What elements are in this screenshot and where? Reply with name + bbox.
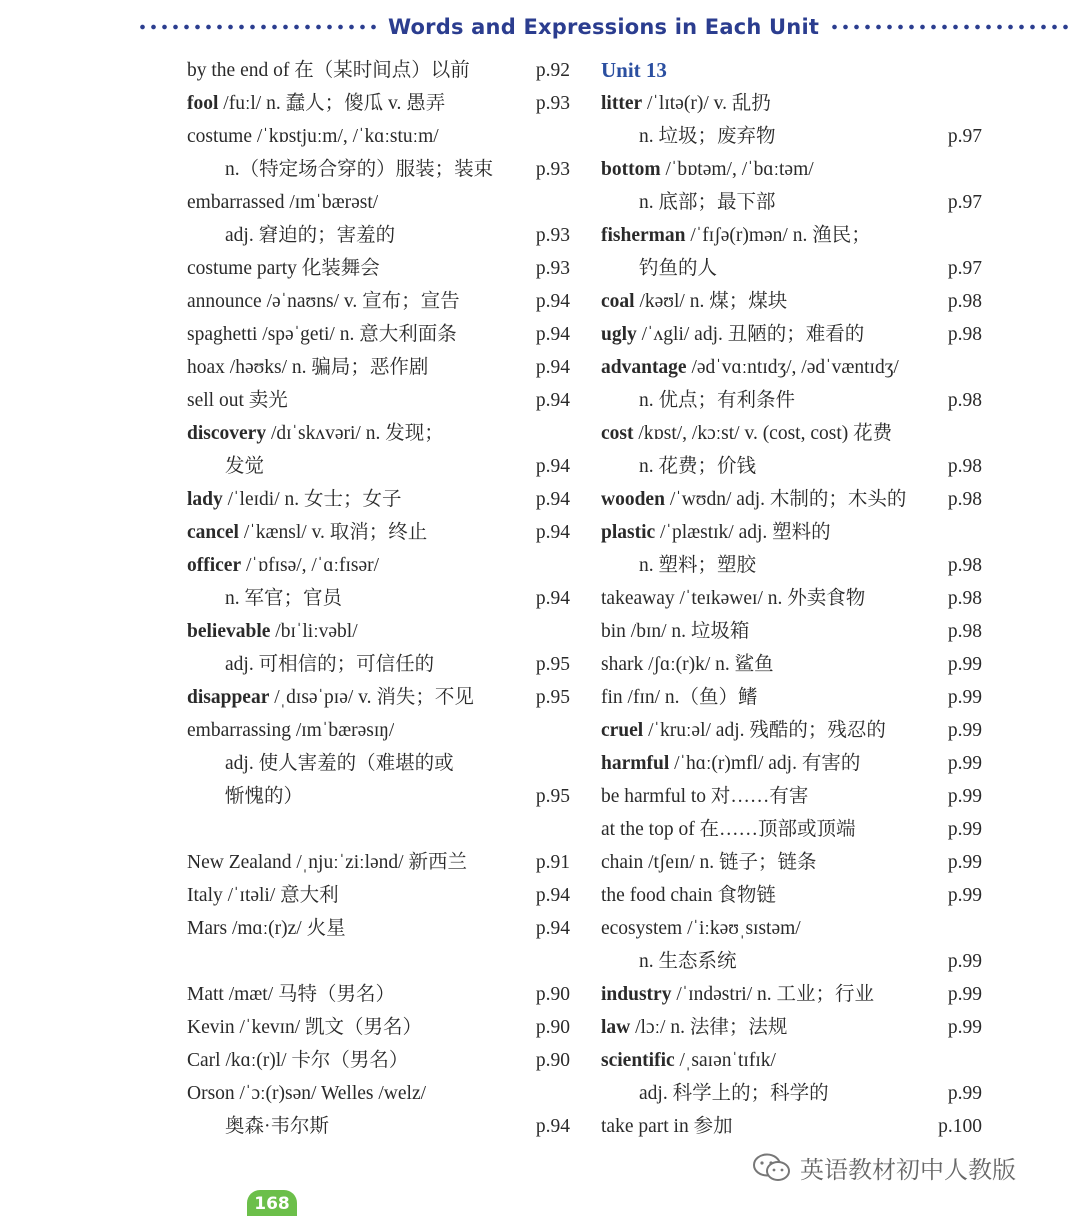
entry-text [601,219,871,252]
entry-text [187,186,378,219]
entry-definition: n. 底部；最下部 [639,192,776,213]
vocab-entry [601,153,982,186]
entry-text [601,417,892,450]
vocab-entry [187,978,570,1011]
vocab-entry [187,747,570,780]
entry-definition: /ˌdɪsəˈpɪə/ v. 消失；不见 [269,687,474,708]
headword: disappear [187,687,270,708]
vocab-entry [187,219,570,252]
page-reference: p.98 [947,324,982,345]
entry-text [187,483,402,516]
entry-definition: /fuːl/ n. 蠢人；傻瓜 v. 愚弄 [218,93,446,114]
entry-definition: /ˌsaɪənˈtɪfɪk/ [674,1050,776,1071]
headword: fool [187,93,219,114]
headword: scientific [601,1050,675,1071]
entry-definition: n. 花费；价钱 [639,456,757,477]
entry-definition: the food chain 食物链 [601,885,776,906]
page-reference: p.94 [535,357,570,378]
vocab-entry [601,549,982,582]
vocab-entry [601,648,982,681]
vocab-entry [187,384,570,417]
entry-definition: /kəʊl/ n. 煤；煤块 [634,291,788,312]
entry-text [601,450,756,483]
headword: wooden [601,489,665,510]
entry-definition: by the end of 在（某时间点）以前 [187,60,470,81]
entry-text [601,879,776,912]
entry-definition: /ˈlɪtə(r)/ v. 乱扔 [642,93,771,114]
vocab-entry [187,153,570,186]
entry-definition: Unit 13 [601,58,667,82]
vocab-entry [601,846,982,879]
entry-definition: take part in 参加 [601,1116,733,1137]
page-reference: p.99 [947,786,982,807]
entry-text [601,549,756,582]
entry-text [601,1077,829,1110]
entry-definition: /bɪˈliːvəbl/ [270,621,358,642]
page-reference: p.94 [535,489,570,510]
entry-definition: n.（特定场合穿的）服装；装束 [225,159,494,180]
page-reference: p.99 [947,654,982,675]
page-reference: p.99 [947,753,982,774]
vocab-entry [187,417,570,450]
entry-text [601,54,667,87]
headword: advantage [601,357,687,378]
page-reference: p.99 [947,687,982,708]
vocab-entry [601,714,982,747]
entry-text [187,153,493,186]
page-reference: p.97 [947,192,982,213]
entry-text [601,912,801,945]
entry-definition: chain /tʃeɪn/ n. 链子；链条 [601,852,817,873]
page-reference: p.93 [535,225,570,246]
entry-text [187,615,358,648]
entry-definition: n. 塑料；塑胶 [639,555,757,576]
page-reference: p.100 [938,1116,982,1137]
entry-text [187,549,379,582]
entry-definition: at the top of 在……顶部或顶端 [601,819,856,840]
entry-text [187,1077,426,1110]
vocab-entry [601,582,982,615]
entry-definition: 钓鱼的人 [639,258,718,279]
page-reference: p.99 [947,951,982,972]
entry-text [187,1110,329,1143]
vocab-entry [187,54,570,87]
page-reference: p.95 [535,687,570,708]
page-reference: p.90 [535,1017,570,1038]
entry-text [187,219,395,252]
headword: coal [601,291,635,312]
vocab-entry [187,516,570,549]
entry-definition: Carl /kɑː(r)l/ 卡尔（男名） [187,1050,409,1071]
page-reference: p.98 [947,390,982,411]
entry-text [601,615,749,648]
entry-definition: /dɪˈskʌvəri/ n. 发现； [266,423,444,444]
vocab-entry [187,1077,570,1110]
page-reference: p.90 [535,1050,570,1071]
entry-definition: /ˈhɑː(r)mfl/ adj. 有害的 [669,753,861,774]
entry-definition: sell out 卖光 [187,390,288,411]
page-reference: p.92 [535,60,570,81]
vocab-entry [601,978,982,1011]
entry-text [601,582,865,615]
entry-definition: /ˈwʊdn/ adj. 木制的；木头的 [664,489,907,510]
vocab-entry [601,450,982,483]
vocab-entry [187,87,570,120]
entry-text [187,285,460,318]
headword: lady [187,489,223,510]
entry-definition: 发觉 [225,456,265,477]
entry-definition: /ˈplæstɪk/ adj. 塑料的 [655,522,831,543]
vocab-entry [187,714,570,747]
page-reference: p.98 [947,555,982,576]
entry-definition: announce /əˈnaʊns/ v. 宣布；宣告 [187,291,460,312]
page-reference: p.94 [535,324,570,345]
page-reference: p.94 [535,456,570,477]
headword: fisherman [601,225,686,246]
vocab-entry [187,186,570,219]
watermark [752,1150,1016,1185]
page-reference: p.93 [535,93,570,114]
vocab-entry [187,1011,570,1044]
vocab-entry [601,945,982,978]
vocab-entry [601,186,982,219]
entry-text [187,417,444,450]
entry-text [187,120,439,153]
vocab-entry [601,252,982,285]
entry-definition: /ˈkruːəl/ adj. 残酷的；残忍的 [643,720,886,741]
entry-definition: costume party 化装舞会 [187,258,380,279]
left-word-column [187,54,570,1143]
entry-definition: /lɔː/ n. 法律；法规 [630,1017,788,1038]
page-reference: p.98 [947,489,982,510]
entry-text [187,714,394,747]
vocab-entry [601,615,982,648]
page-reference: p.99 [947,885,982,906]
vocab-entry [601,879,982,912]
page-reference: p.94 [535,1116,570,1137]
entry-text [187,516,427,549]
page-reference: p.99 [947,720,982,741]
entry-text [187,1044,408,1077]
vocab-entry [601,780,982,813]
vocab-entry [187,351,570,384]
vocab-entry [187,615,570,648]
entry-definition: 奥森·韦尔斯 [225,1116,329,1137]
page-reference: p.94 [535,918,570,939]
entry-text [187,912,346,945]
blank-row [187,945,570,978]
page-reference: p.93 [535,159,570,180]
headword: plastic [601,522,656,543]
blank-row [187,813,570,846]
entry-text [601,153,814,186]
entry-text [187,747,454,780]
vocab-entry [601,87,982,120]
entry-text [601,483,906,516]
vocab-entry [601,318,982,351]
page-reference: p.98 [947,588,982,609]
vocab-entry [187,681,570,714]
entry-definition: /ˈkænsl/ v. 取消；终止 [238,522,428,543]
headword: discovery [187,423,267,444]
entry-definition: Kevin /ˈkevɪn/ 凯文（男名） [187,1017,423,1038]
entry-text [187,318,457,351]
entry-definition: shark /ʃɑː(r)k/ n. 鲨鱼 [601,654,774,675]
headword: industry [601,984,672,1005]
entry-definition: Italy /ˈɪtəli/ 意大利 [187,885,339,906]
page-number-badge: 168 [247,1190,297,1216]
entry-definition: Mars /mɑː(r)z/ 火星 [187,918,346,939]
page-reference: p.90 [535,984,570,1005]
entry-definition: /ədˈvɑːntɪdʒ/, /ədˈvæntɪdʒ/ [686,357,899,378]
headword: cancel [187,522,239,543]
entry-text [601,87,771,120]
page-reference: p.99 [947,819,982,840]
entry-text [601,516,831,549]
wechat-icon [752,1152,792,1184]
page-reference: p.94 [535,522,570,543]
entry-text [601,681,758,714]
headword: litter [601,93,643,114]
page-reference: p.95 [535,654,570,675]
vocab-entry [601,1077,982,1110]
entry-definition: 惭愧的） [225,786,304,807]
right-word-column [601,54,982,1143]
entry-definition: adj. 科学上的；科学的 [639,1083,829,1104]
headword: cruel [601,720,644,741]
headword: ugly [601,324,637,345]
page-reference: p.99 [947,852,982,873]
entry-definition: n. 优点；有利条件 [639,390,796,411]
entry-text [601,351,899,384]
entry-definition: /ˈɪndəstri/ n. 工业；行业 [671,984,875,1005]
headword: law [601,1017,631,1038]
entry-definition: adj. 可相信的；可信任的 [225,654,435,675]
entry-definition: /kɒst/, /kɔːst/ v. (cost, cost) 花费 [633,423,893,444]
vocab-entry [601,417,982,450]
entry-text [187,384,288,417]
entry-text [187,846,467,879]
page-reference: p.99 [947,1017,982,1038]
page-reference: p.95 [535,786,570,807]
vocab-entry [187,1110,570,1143]
entry-text [601,780,808,813]
entry-definition: hoax /həʊks/ n. 骗局；恶作剧 [187,357,429,378]
entry-text [601,648,774,681]
page-reference: p.94 [535,291,570,312]
vocab-entry [601,681,982,714]
vocab-entry [601,1110,982,1143]
page-header [0,10,1080,44]
page-reference: p.98 [947,621,982,642]
entry-text [187,780,303,813]
vocab-entry [187,912,570,945]
page-reference: p.97 [947,126,982,147]
entry-text [187,978,395,1011]
entry-text [601,945,737,978]
vocab-entry [187,879,570,912]
page-reference: p.94 [535,588,570,609]
vocab-entry [601,219,982,252]
vocab-entry [601,1044,982,1077]
entry-text [601,252,717,285]
entry-definition: costume /ˈkɒstjuːm/, /ˈkɑːstuːm/ [187,126,439,147]
vocab-entry [187,285,570,318]
vocab-entry [601,1011,982,1044]
vocab-entry [187,252,570,285]
entry-definition: Matt /mæt/ 马特（男名） [187,984,396,1005]
vocab-entry [601,351,982,384]
entry-text [601,747,860,780]
page-reference: p.97 [947,258,982,279]
entry-definition: be harmful to 对……有害 [601,786,809,807]
entry-definition: /ˈʌgli/ adj. 丑陋的；难看的 [636,324,865,345]
entry-text [601,318,864,351]
entry-definition: New Zealand /ˌnjuːˈziːlənd/ 新西兰 [187,852,467,873]
entry-definition: ecosystem /ˈiːkəʊˌsɪstəm/ [601,918,801,939]
page-reference: p.94 [535,885,570,906]
entry-definition: spaghetti /spəˈgeti/ n. 意大利面条 [187,324,457,345]
page-reference: p.98 [947,456,982,477]
entry-text [601,384,795,417]
headword: harmful [601,753,670,774]
entry-text [601,186,776,219]
entry-text [601,846,817,879]
entry-definition: embarrassed /ɪmˈbærəst/ [187,192,379,213]
vocab-entry [187,120,570,153]
entry-definition: n. 生态系统 [639,951,737,972]
entry-definition: n. 垃圾；废弃物 [639,126,776,147]
page-reference: p.93 [535,258,570,279]
entry-definition: bin /bɪn/ n. 垃圾箱 [601,621,750,642]
entry-definition: takeaway /ˈteɪkəweɪ/ n. 外卖食物 [601,588,866,609]
entry-definition: /ˈfɪʃə(r)mən/ n. 渔民； [685,225,871,246]
vocab-entry [187,318,570,351]
vocab-entry [601,120,982,153]
entry-text [601,120,776,153]
headword: cost [601,423,634,444]
vocab-entry [601,483,982,516]
entry-definition: Orson /ˈɔː(r)sən/ Welles /welz/ [187,1083,427,1104]
vocab-entry [187,582,570,615]
entry-definition: fin /fɪn/ n.（鱼）鳍 [601,687,758,708]
entry-text [187,252,380,285]
page-reference: p.94 [535,390,570,411]
vocab-entry [601,384,982,417]
vocab-entry [601,912,982,945]
entry-definition: adj. 使人害羞的（难堪的或 [225,753,454,774]
vocab-entry [187,450,570,483]
entry-definition: /ˈleɪdi/ n. 女士；女子 [222,489,402,510]
page-reference: p.91 [535,852,570,873]
page-title: Words and Expressions in Each Unit [387,15,820,39]
entry-definition: adj. 窘迫的；害羞的 [225,225,396,246]
headword: believable [187,621,271,642]
entry-text [601,1044,776,1077]
entry-text [187,87,445,120]
entry-definition: /ˈɒfɪsə/, /ˈɑːfɪsər/ [241,555,380,576]
vocab-entry [601,747,982,780]
headword: officer [187,555,242,576]
entry-definition: embarrassing /ɪmˈbærəsɪŋ/ [187,720,395,741]
vocab-entry [187,1044,570,1077]
header-dots-left [137,24,378,30]
entry-text [187,54,470,87]
entry-text [601,978,874,1011]
entry-text [187,681,474,714]
entry-text [187,879,339,912]
entry-text [187,1011,422,1044]
vocab-entry [187,549,570,582]
entry-definition: /ˈbɒtəm/, /ˈbɑːtəm/ [660,159,814,180]
entry-definition: n. 军官；官员 [225,588,343,609]
entry-text [601,1110,733,1143]
entry-text [601,1011,787,1044]
watermark-text: 英语教材初中人教版 [800,1156,1016,1184]
vocab-entry [187,483,570,516]
page-reference: p.99 [947,984,982,1005]
unit-heading [601,54,982,87]
entry-text [601,813,856,846]
vocab-entry [601,813,982,846]
vocab-entry [187,780,570,813]
entry-text [187,582,342,615]
vocab-entry [187,648,570,681]
entry-text [187,648,434,681]
headword: bottom [601,159,661,180]
entry-text [187,351,428,384]
page-reference: p.99 [947,1083,982,1104]
vocab-entry [601,516,982,549]
entry-text [601,714,886,747]
entry-text [187,450,264,483]
header-dots-right [829,24,1070,30]
page-reference: p.98 [947,291,982,312]
entry-text [601,285,787,318]
vocab-entry [187,846,570,879]
vocab-entry [601,285,982,318]
